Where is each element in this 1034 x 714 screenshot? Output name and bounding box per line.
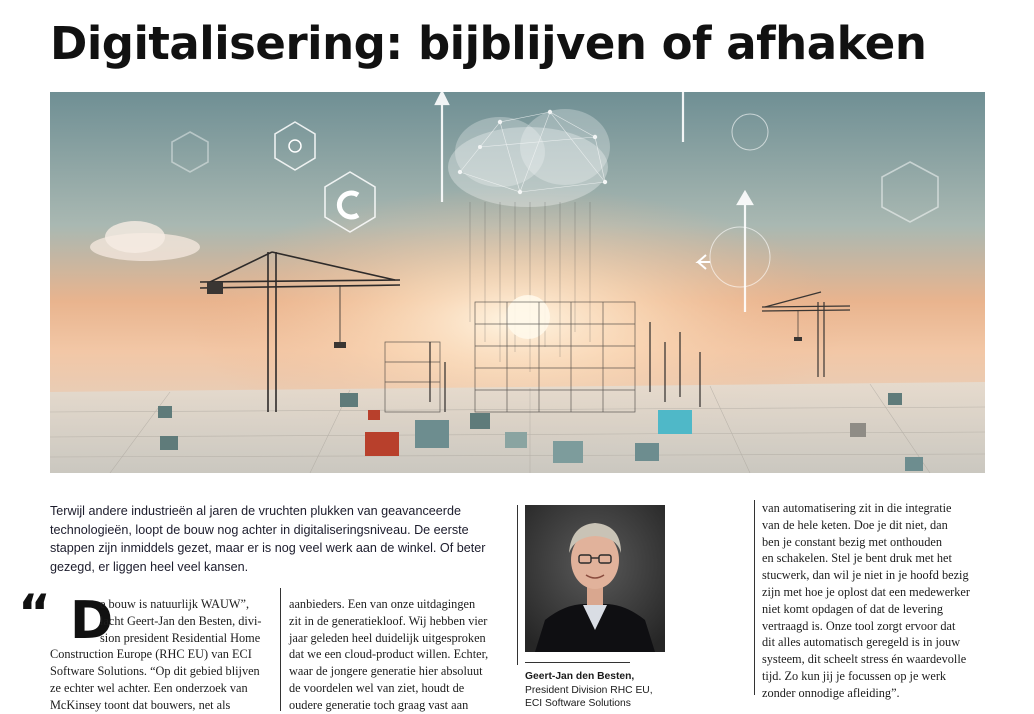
column-divider bbox=[280, 588, 281, 711]
body-line: systeem, dit scheelt stress én waardevolle bbox=[762, 652, 967, 667]
column-divider bbox=[754, 500, 755, 695]
body-column-3 bbox=[762, 500, 982, 702]
body-line: zit in de generatiekloof. Wij hebben vier bbox=[289, 613, 488, 628]
body-line: vertraagd is. Onze tool zorgt ervoor dat bbox=[762, 618, 956, 633]
hero-illustration bbox=[50, 92, 985, 473]
body-line: tijd. Zo kun jij je focussen op je werk bbox=[762, 668, 947, 683]
body-line: zijn met hoe je oplost dat een medewerker bbox=[762, 584, 970, 599]
portrait-photo bbox=[525, 505, 665, 652]
body-line: dit alles automatisch geregeld is in jouw bbox=[762, 635, 961, 650]
body-line: niet komt opdagen of dat de levering bbox=[762, 601, 943, 616]
body-line: oudere generatie toch graag vast aan bbox=[289, 697, 469, 712]
intro-line: technologieën, loopt de bouw nog achter in digitaliseringsniveau. De eerste bbox=[50, 522, 469, 537]
body-line: van de hele keten. Doe je dit niet, dan bbox=[762, 517, 948, 532]
caption-name: Geert-Jan den Besten, bbox=[525, 671, 635, 682]
body-line: stucwerk, dan wil je niet in je hoofd bezig bbox=[762, 568, 969, 583]
body-line: waar de jongere generatie hier absoluut bbox=[289, 664, 483, 679]
body-line: e bouw is natuurlijk WAUW”, bbox=[100, 597, 250, 611]
body-line: en schakelen. Stel je bent druk met het bbox=[762, 551, 952, 566]
body-line: McKinsey toont dat bouwers, net als bbox=[50, 697, 231, 712]
intro-line: Terwijl andere industrieën al jaren de vruchten plukken van geavanceerde bbox=[50, 504, 461, 518]
drop-quote-mark: “ bbox=[18, 584, 51, 642]
body-line: aanbieders. Een van onze uitdagingen bbox=[289, 597, 476, 611]
intro-line: stappen zijn inmiddels gezet, maar er is nog veel werk aan de winkel. Of beter bbox=[50, 541, 486, 555]
drop-cap: D bbox=[70, 591, 114, 651]
body-column-1 bbox=[50, 596, 270, 714]
body-line: de voordelen wel van ziet, houdt de bbox=[289, 680, 465, 695]
body-line: Software Solutions. “Op dit gebied blijven bbox=[50, 664, 260, 679]
body-line: ze echter wel achter. Een onderzoek van bbox=[50, 680, 248, 695]
intro-line: gezegd, er liggen heel veel kansen. bbox=[50, 559, 249, 574]
caption-role: President Division RHC EU, bbox=[525, 684, 653, 696]
caption-rule bbox=[525, 662, 630, 663]
photo-caption bbox=[525, 670, 653, 711]
body-line: jaar geleden heel duidelijk uitgesproken bbox=[289, 630, 486, 645]
body-line: dat we een cloud-product willen. Echter, bbox=[289, 647, 489, 662]
article-intro bbox=[50, 502, 510, 576]
body-line: van automatisering zit in die integratie bbox=[762, 501, 952, 515]
column-divider bbox=[517, 505, 518, 665]
caption-company: ECI Software Solutions bbox=[525, 698, 631, 709]
body-line: sion president Residential Home bbox=[100, 630, 261, 645]
article-title: Digitalisering: bijblijven of afhaken bbox=[50, 17, 927, 70]
body-line: ben je constant bezig met onthouden bbox=[762, 534, 942, 549]
body-line: lacht Geert-Jan den Besten, divi- bbox=[100, 613, 262, 628]
body-line: Construction Europe (RHC EU) van ECI bbox=[50, 647, 252, 662]
body-line: zonder onnodige afleiding”. bbox=[762, 685, 900, 700]
body-column-2 bbox=[289, 596, 499, 714]
